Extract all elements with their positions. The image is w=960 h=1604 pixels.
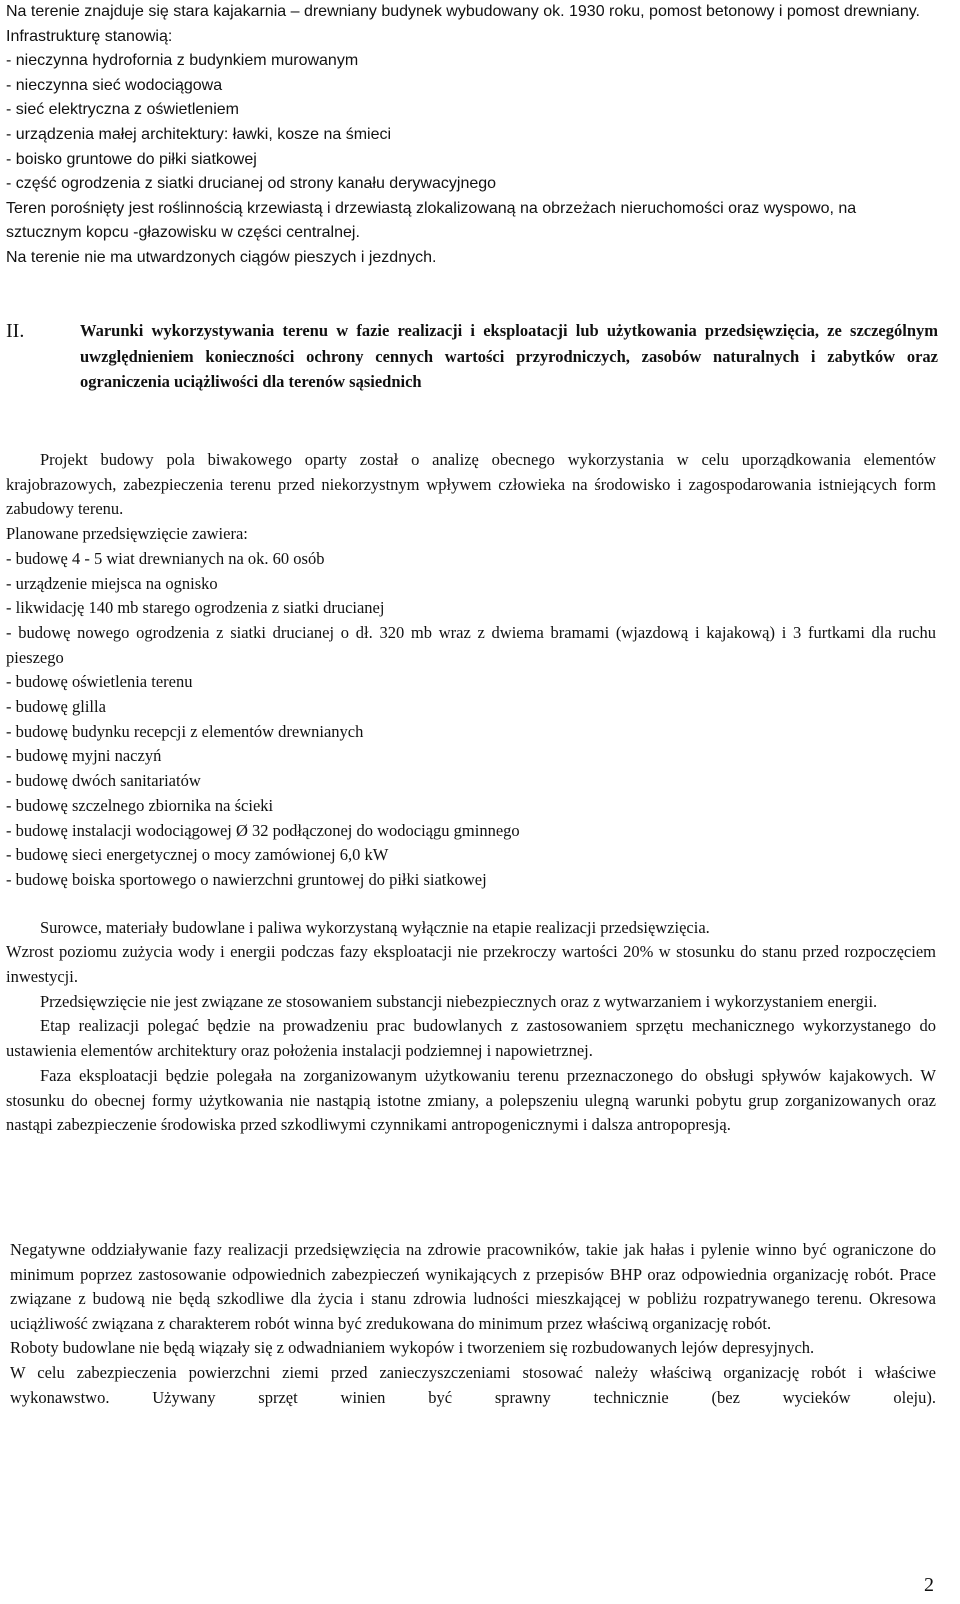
list-item: - likwidację 140 mb starego ogrodzenia z siatki drucianej <box>6 598 385 618</box>
paragraph: Etap realizacji polegać będzie na prowadzeniu prac budowlanych z zastosowaniem sprzętu mechanicznego wykorzystanego do ustawienia elementów architektury oraz położenia instalacji podziemnej i napowietrznej. <box>6 1016 936 1061</box>
paragraph: Wzrost poziomu zużycia wody i energii podczas fazy eksploatacji nie przekroczy wartości 20% w stosunku do stanu przed rozpoczęciem inwestycji. <box>6 942 936 987</box>
list-item: - budowę dwóch sanitariatów <box>6 771 201 791</box>
intro-line: - część ogrodzenia z siatki drucianej od strony kanału derywacyjnego <box>6 175 497 193</box>
list-item: - budowę boiska sportowego o nawierzchni gruntowej do piłki siatkowej <box>6 869 487 889</box>
intro-line: - sieć elektryczna z oświetleniem <box>6 101 239 119</box>
list-item: - budowę oświetlenia terenu <box>6 672 193 692</box>
intro-line: - urządzenia małej architektury: ławki, kosze na śmieci <box>6 125 392 143</box>
paragraph: Projekt budowy pola biwakowego oparty został o analizę obecnego wykorzystania w celu uporządkowania elementów krajobrazowych, zabezpieczenia terenu przed niekorzystnym wpływem człowieka na środowisko i zagospodarowania istniejących form zabudowy terenu. <box>6 450 936 519</box>
list-item: - urządzenie miejsca na ognisko <box>6 573 218 593</box>
intro-line: Infrastrukturę stanowią: <box>6 27 173 45</box>
paragraph: Surowce, materiały budowlane i paliwa wykorzystaną wyłącznie na etapie realizacji przedsięwzięcia. <box>40 917 710 937</box>
section-number: II. <box>6 320 25 342</box>
paragraph: Roboty budowlane nie będą wiązały się z odwadnianiem wykopów i tworzeniem się rozbudowanych lejów depresyjnych. <box>10 1338 815 1358</box>
section-title: Warunki wykorzystywania terenu w fazie realizacji i eksploatacji lub użytkowania przedsięwzięcia, ze szczególnym uwzględnieniem konieczności ochrony cennych wartości przyrodniczych, zasobów naturalnych i zabytków oraz ograniczenia uciążliwości dla terenów sąsiednich <box>80 321 938 391</box>
list-item: - budowę budynku recepcji z elementów drewnianych <box>6 721 364 741</box>
health-safety-section <box>10 1238 936 1410</box>
list-item: - budowę glilla <box>6 697 106 717</box>
list-intro: Planowane przedsięwzięcie zawiera: <box>6 524 248 544</box>
intro-line: - nieczynna hydrofornia z budynkiem murowanym <box>6 52 359 70</box>
paragraph: Faza eksploatacji będzie polegała na zorganizowanym użytkowaniu terenu przeznaczonego do obsługi spływów kajakowych. W stosunku do obecnej formy użytkowania nie nastąpią istotne zmiany, a polepszeniu ulegną warunki pobytu grup zorganizowanych oraz nastąpi zabezpieczenie środowiska przed szkodliwymi czynnikami antropogenicznymi i dalsza antropopresją. <box>6 1065 936 1135</box>
paragraph: Przedsięwzięcie nie jest związane ze stosowaniem substancji niebezpiecznych oraz z wytwarzaniem i wykorzystaniem energii. <box>40 991 878 1011</box>
intro-line: Na terenie znajduje się stara kajakarnia – drewniany budynek wybudowany ok. 1930 roku, pomost betonowy i pomost drewniany. <box>6 3 920 20</box>
list-item: - budowę 4 - 5 wiat drewnianych na ok. 60 osób <box>6 548 325 568</box>
intro-line: Teren porośnięty jest roślinnością krzewiastą i drzewiastą zlokalizowaną na obrzeżach nieruchomości oraz wyspowo, na sztucznym kopcu -głazowisku w części centralnej. <box>6 199 857 242</box>
section-body <box>6 448 936 1138</box>
list-item: - budowę myjni naczyń <box>6 746 162 766</box>
intro-section <box>6 0 936 271</box>
paragraph: Negatywne oddziaływanie fazy realizacji przedsięwzięcia na zdrowie pracowników, takie jak hałas i pylenie winno być ograniczone do minimum poprzez zastosowanie odpowiednich zabezpieczeń wynikających z przepisów BHP oraz odpowiednia organizację robót. Prace związane z budową nie będą szkodliwe dla życia i stanu zdrowia ludności mieszkającej w pobliżu rozpatrywanego terenu. Okresowa uciążliwość związana z charakterem robót winna być zredukowana do minimum przez właściwą organizację robót. <box>10 1240 936 1333</box>
intro-line: - boisko gruntowe do piłki siatkowej <box>6 150 257 168</box>
list-item: - budowę szczelnego zbiornika na ścieki <box>6 795 274 815</box>
page-number: 2 <box>924 1574 934 1596</box>
list-item: - budowę instalacji wodociągowej Ø 32 podłączonej do wodociągu gminnego <box>6 820 520 840</box>
spacer <box>6 893 936 916</box>
list-item: - budowę sieci energetycznej o mocy zamówionej 6,0 kW <box>6 845 389 865</box>
paragraph: W celu zabezpieczenia powierzchni ziemi przed zanieczyszczeniami stosować należy właściwą organizację robót i właściwe wykonawstwo. Używany sprzęt winien być sprawny technicznie (bez wycieków oleju). <box>10 1362 936 1407</box>
intro-line: Na terenie nie ma utwardzonych ciągów pieszych i jezdnych. <box>6 248 437 266</box>
list-item: - budowę nowego ogrodzenia z siatki drucianej o dł. 320 mb wraz z dwiema bramami (wjazdową i kajakową) i 3 furtkami dla ruchu pieszego <box>6 622 936 667</box>
intro-line: - nieczynna sieć wodociągowa <box>6 76 223 94</box>
